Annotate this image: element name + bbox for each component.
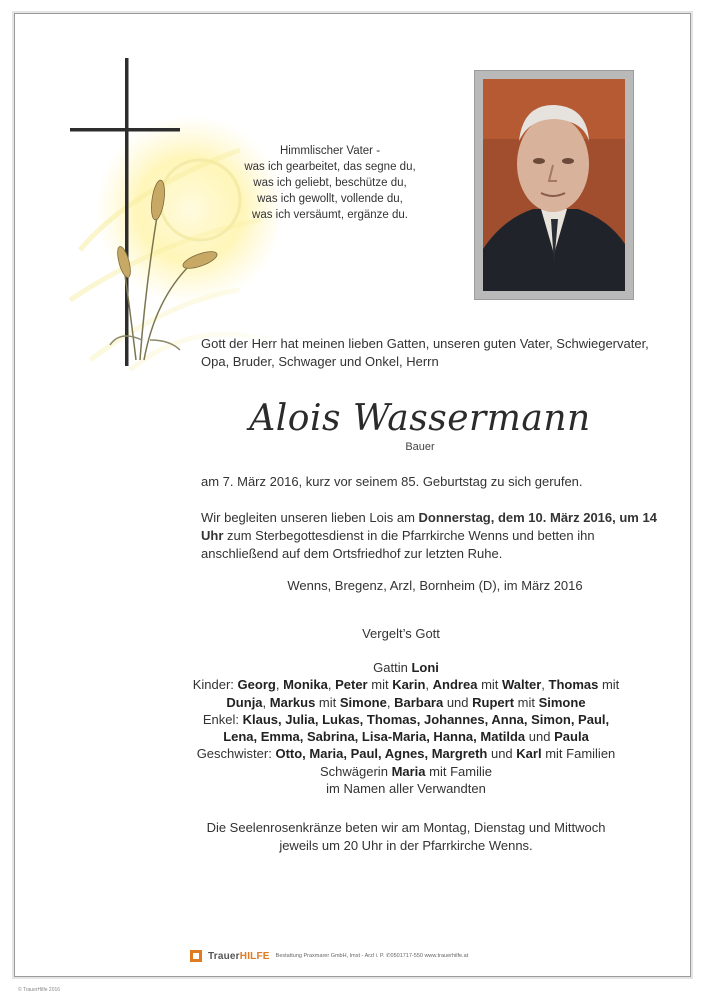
- child-name: Monika: [283, 677, 328, 693]
- child-name: Rupert: [472, 694, 515, 710]
- place-date: Wenns, Bregenz, Arzl, Bornheim (D), im März 2016: [287, 578, 583, 593]
- child-name: Thomas: [548, 677, 599, 693]
- poem: [230, 143, 430, 223]
- poem-line: was ich versäumt, ergänze du.: [252, 209, 408, 221]
- child-name: Georg: [237, 677, 276, 693]
- portrait-photo: [474, 70, 634, 300]
- grandchildren-line: Enkel: Klaus, Julia, Lukas, Thomas, Johannes, Anna, Simon, Paul, Lena, Emma, Sabrina, Lisa-Maria, Hanna, Matilda und Paula: [202, 711, 610, 745]
- poem-line: was ich gearbeitet, das segne du,: [244, 161, 416, 173]
- relatives-line: im Namen aller Verwandten: [326, 781, 486, 797]
- deceased-occupation: Bauer: [405, 441, 435, 453]
- service-text-part1: Wir begleiten unseren lieben Lois am: [201, 510, 419, 525]
- children-line: Kinder: Georg, Monika, Peter mit Karin, Andrea mit Walter, Thomas mit Dunja, Markus mit Simone, Barbara und Rupert mit Simone: [192, 677, 620, 710]
- footer: [190, 950, 550, 962]
- cross-vertical: [125, 58, 129, 366]
- child-name: Markus: [269, 694, 316, 710]
- child-name: Karin: [392, 677, 426, 693]
- mourners-list: [190, 659, 622, 797]
- trauerhilfe-logo-icon: [190, 950, 202, 962]
- child-name: Andrea: [432, 677, 478, 693]
- siblings-line: Geschwister: Otto, Maria, Paul, Agnes, Margreth und Karl mit Familien: [196, 746, 616, 762]
- spouse-line: Gattin Loni: [373, 660, 439, 675]
- child-name: Peter: [335, 677, 368, 693]
- footer-info: Bestattung Praxmarer GmbH, Imst - Arzl i. P. ✆0501717-550 www.trauerhilfe.at: [275, 953, 469, 959]
- footer-logo-text: TrauerHILFE: [208, 950, 270, 962]
- child-name: Walter: [502, 677, 542, 693]
- child-name: Dunja: [226, 694, 263, 710]
- children-names: Georg, Monika, Peter mit Karin, Andrea mit Walter, Thomas mit Dunja, Markus mit Simone, Barbara und Rupert mit Simone: [226, 677, 620, 710]
- rosary-notice: Die Seelenrosenkränze beten wir am Montag, Dienstag und Mittwoch jeweils um 20 Uhr in der Pfarrkirche Wenns.: [206, 820, 606, 853]
- child-name: Simone: [538, 694, 586, 710]
- funeral-service-text: [201, 509, 661, 563]
- child-name: Simone: [339, 694, 387, 710]
- portrait-image: [483, 79, 625, 291]
- poem-line: Himmlischer Vater -: [279, 145, 381, 157]
- thanks-text: Vergelt’s Gott: [362, 626, 440, 641]
- poem-line: was ich geliebt, beschütze du,: [253, 177, 407, 189]
- intro-text: Gott der Herr hat meinen lieben Gatten, unseren guten Vater, Schwiegervater, Opa, Bruder, Schwager und Onkel, Herrn: [201, 336, 649, 369]
- death-date-line: am 7. März 2016, kurz vor seinem 85. Geburtstag zu sich gerufen.: [201, 474, 583, 489]
- poem-line: was ich gewollt, vollende du,: [257, 193, 403, 205]
- credit-text: © TrauerHilfe 2016: [18, 987, 61, 993]
- sister-in-law-line: Schwägerin Maria mit Familie: [320, 763, 492, 779]
- service-date: Donnerstag, dem 10. März 2016, um 14 Uhr: [201, 510, 657, 543]
- service-text-part2: zum Sterbegottesdienst in die Pfarrkirche Wenns und betten ihn anschließend auf dem Ortsfriedhof zur letzten Ruhe.: [201, 528, 595, 561]
- cross-horizontal: [70, 128, 180, 132]
- portrait-illustration: [483, 79, 625, 291]
- child-name: Barbara: [394, 694, 444, 710]
- deceased-name: Alois Wassermann: [249, 398, 591, 439]
